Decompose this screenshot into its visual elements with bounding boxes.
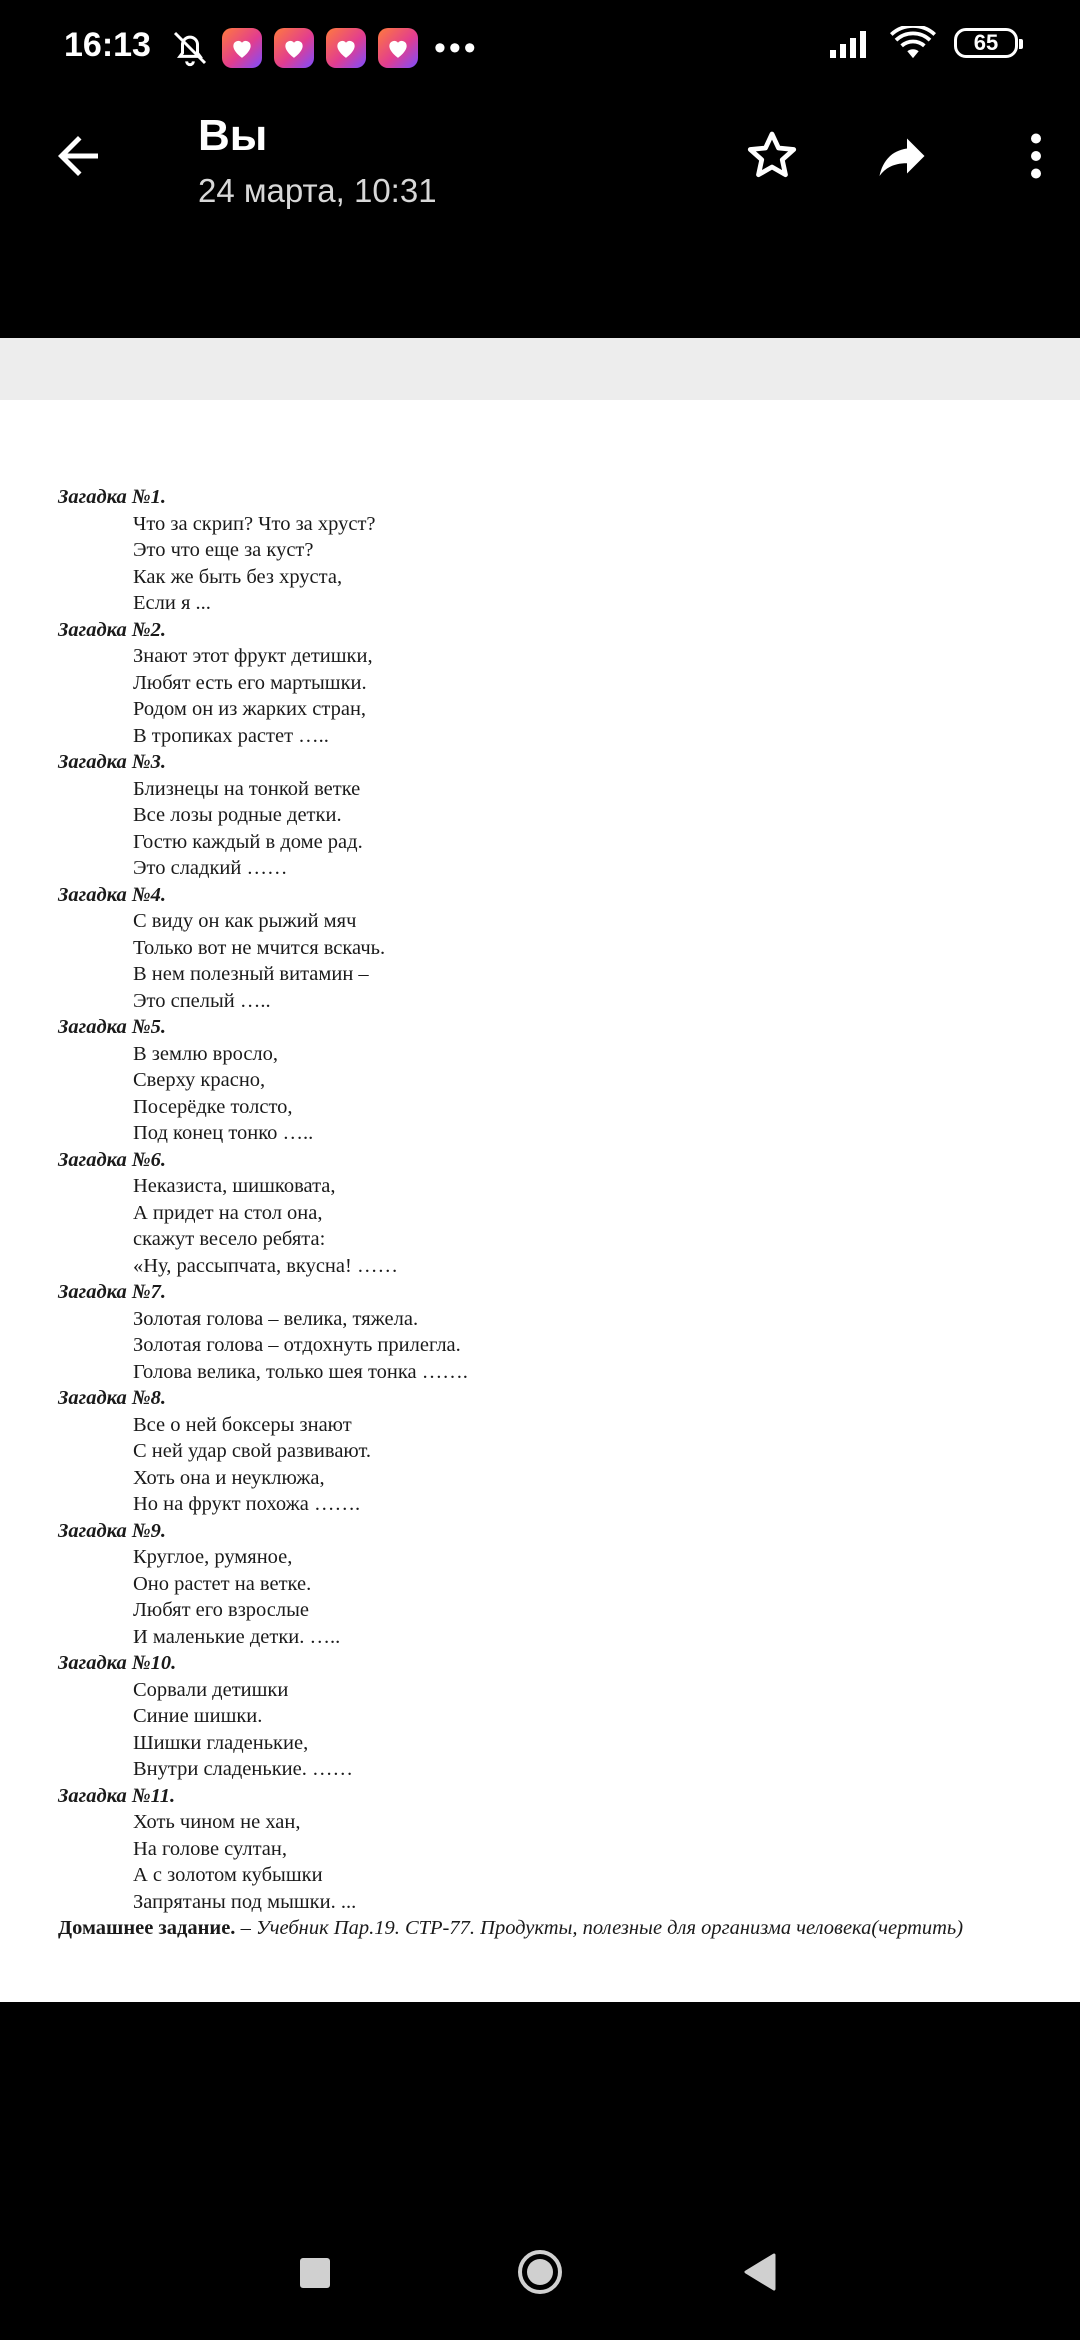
riddle-title: Загадка №9. [58,1519,167,1542]
riddle-line: Если я ... [133,592,211,614]
app-heart-icon [274,28,314,68]
star-icon[interactable] [742,126,802,186]
app-bar [0,100,1080,338]
riddle-line: В тропиках растет ….. [133,724,329,747]
system-icons [828,26,1018,60]
riddle-line: В землю вросло, [133,1042,279,1065]
document-image[interactable] [0,338,1080,2002]
homework-text: – Учебник Пар.19. СТР-77. Продукты, полезные для организма человека(чертить) [240,1917,964,1939]
homework-paragraph [58,1915,1038,1942]
riddle-title: Загадка №5. [58,1016,167,1038]
battery-level: 65 [973,30,999,55]
riddle-line: С ней удар свой развивают. [133,1440,372,1462]
riddle-line: А придет на стол она, [133,1201,323,1224]
riddle-line: Только вот не мчится вскачь. [133,936,386,959]
status-time: 16:13 [64,26,151,64]
riddle-line: Посерёдке толсто, [133,1095,293,1118]
riddle-line: Синие шишки. [133,1705,263,1727]
wifi-icon [890,26,936,60]
riddle-line: Все лозы родные детки. [133,804,342,826]
riddle-line: Это что еще за куст? [133,539,314,561]
homework-label: Домашнее задание. [58,1917,236,1939]
riddle-title: Загадка №7. [58,1281,167,1303]
document-top-strip [0,338,1080,400]
riddle-line: Золотая голова – велика, тяжела. [133,1307,419,1330]
riddle-line: Что за скрип? Что за хруст? [133,512,376,535]
riddle-title: Загадка №4. [58,883,167,906]
title-block [198,106,437,210]
riddle-line: В нем полезный витамин – [133,963,369,985]
page-title: Вы [198,111,268,160]
riddles-list [58,484,1038,1942]
back-arrow-icon[interactable] [48,126,108,186]
riddle-line: Но на фрукт похожа ……. [133,1493,361,1515]
riddle-line: Все о ней боксеры знают [133,1413,352,1436]
riddle-title: Загадка №3. [58,751,167,773]
riddle-title: Загадка №2. [58,618,167,641]
riddle-title: Загадка №11. [58,1784,176,1807]
riddle-line: Это сладкий …… [133,857,288,879]
riddle-line: Как же быть без хруста, [133,565,343,588]
riddle-line: «Ну, рассыпчата, вкусна! …… [133,1254,398,1277]
app-heart-icon [378,28,418,68]
bell-off-icon [170,28,210,68]
riddle-line: скажут весело ребята: [133,1228,326,1250]
riddle-line: Неказиста, шишковата, [133,1175,336,1197]
riddle-line: На голове султан, [133,1837,287,1860]
riddle-title: Загадка №10. [58,1652,177,1674]
more-notifications-icon: ••• [434,29,479,67]
signal-icon [828,28,872,58]
riddle-line: Знают этот фрукт детишки, [133,645,373,667]
riddle-line: Голова велика, только шея тонка ……. [133,1360,468,1383]
document-page [0,400,1080,2002]
more-vert-icon[interactable] [1006,126,1066,186]
riddle-line: Любят его взрослые [133,1599,310,1621]
riddle-title: Загадка №1. [58,486,167,508]
riddle-line: Оно растет на ветке. [133,1572,312,1595]
app-heart-icon [222,28,262,68]
riddle-line: Близнецы на тонкой ветке [133,777,361,800]
riddle-line: А с золотом кубышки [133,1864,323,1886]
riddle-line: Хоть она и неуклюжа, [133,1466,325,1489]
riddle-line: Любят есть его мартышки. [133,671,367,694]
riddle-line: Сверху красно, [133,1069,266,1091]
riddle-line: Внутри сладенькие. …… [133,1758,354,1780]
riddle-line: Круглое, румяное, [133,1546,293,1568]
notification-icons [170,28,479,68]
riddle-title: Загадка №6. [58,1148,167,1171]
riddle-line: И маленькие детки. ….. [133,1625,341,1648]
navigation-bar [0,2002,1080,2340]
riddle-line: Родом он из жарких стран, [133,698,367,720]
battery-indicator [954,28,1018,58]
share-icon[interactable] [872,126,932,186]
riddle-line: Запрятаны под мышки. ... [133,1890,357,1913]
riddle-line: Гостю каждый в доме рад. [133,830,363,853]
recent-apps-button[interactable] [300,2258,330,2288]
app-heart-icon [326,28,366,68]
riddle-line: Золотая голова – отдохнуть прилегла. [133,1334,461,1356]
riddle-line: Хоть чином не хан, [133,1811,301,1833]
riddle-line: Шишки гладенькие, [133,1731,309,1754]
status-bar [0,0,1080,100]
riddle-line: Под конец тонко ….. [133,1122,314,1144]
back-button[interactable] [742,2252,778,2292]
home-button[interactable] [516,2248,564,2296]
riddle-line: Это спелый ….. [133,989,271,1012]
riddle-line: С виду он как рыжий мяч [133,910,357,932]
riddle-title: Загадка №8. [58,1387,167,1409]
page-subtitle: 24 марта, 10:31 [198,172,437,209]
riddle-line: Сорвали детишки [133,1678,289,1701]
